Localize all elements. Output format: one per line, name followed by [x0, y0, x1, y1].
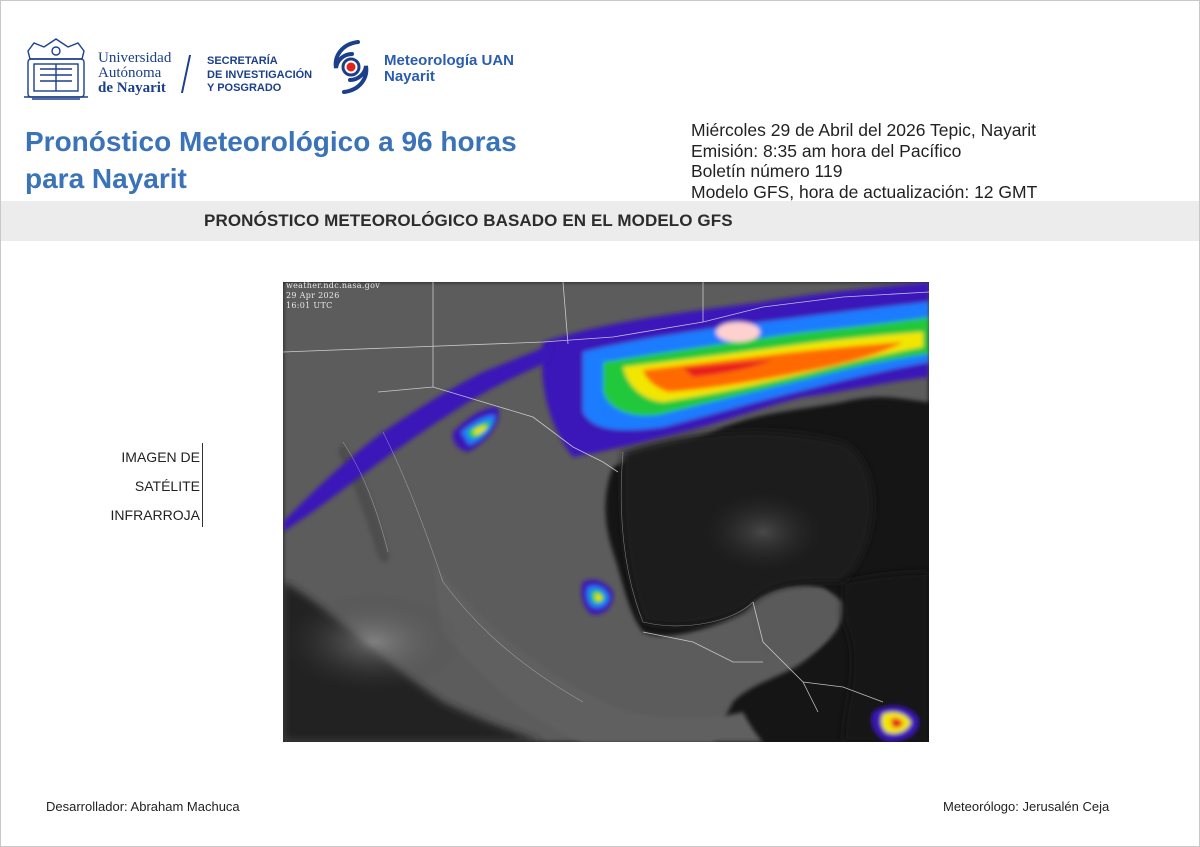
- secretaria-name: [207, 55, 312, 96]
- bulletin-number: Boletín número 119: [691, 161, 843, 181]
- page-title: [25, 123, 645, 197]
- university-name: [98, 51, 171, 96]
- secretaria-line-3: Y POSGRADO: [207, 82, 282, 94]
- title-line-1: Pronóstico Meteorológico a 96 horas: [25, 126, 517, 157]
- meteorologia-name: [384, 53, 514, 85]
- university-line-2: Autónoma: [98, 65, 162, 81]
- bulletin-info: [691, 120, 1037, 202]
- satellite-source: weather.ndc.nasa.gov: [286, 282, 381, 290]
- bulletin-model: Modelo GFS, hora de actualización: 12 GMT: [691, 181, 1038, 202]
- cloud-wisp: [703, 492, 823, 572]
- image-label-line-1: IMAGEN DE: [121, 449, 200, 465]
- image-label-rule: [202, 443, 203, 527]
- developer-credit: Desarrollador: Abraham Machuca: [46, 799, 240, 814]
- university-line-3: de Nayarit: [98, 80, 166, 96]
- image-label: [104, 443, 200, 530]
- meteorologia-line-2: Nayarit: [384, 68, 435, 85]
- satellite-timestamp: [286, 282, 380, 311]
- satellite-date: 29 Apr 2026: [286, 291, 340, 300]
- hurricane-icon: [328, 36, 374, 98]
- image-label-line-3: INFRARROJA: [110, 507, 200, 523]
- secretaria-line-1: SECRETARÍA: [207, 55, 278, 67]
- meteorologist-credit: Meteorólogo: Jerusalén Ceja: [943, 799, 1110, 814]
- secretaria-line-2: DE INVESTIGACIÓN: [207, 68, 313, 81]
- satellite-infrared-image: [283, 282, 929, 742]
- section-heading: PRONÓSTICO METEOROLÓGICO BASADO EN EL MODELO GFS: [204, 211, 733, 230]
- university-seal-logo: [20, 33, 92, 103]
- title-line-2: para Nayarit: [25, 163, 187, 194]
- cloud-wisp: [283, 592, 463, 692]
- meteorologia-line-1: Meteorología UAN: [384, 52, 515, 69]
- satellite-time: 16:01 UTC: [286, 301, 333, 310]
- university-line-1: Universidad: [98, 50, 172, 66]
- satellite-map: [283, 282, 929, 742]
- image-label-line-2: SATÉLITE: [134, 478, 200, 494]
- bulletin-emission: Emisión: 8:35 am hora del Pacífico: [691, 140, 962, 161]
- bulletin-date-place: Miércoles 29 de Abril del 2026 Tepic, Nayarit: [691, 120, 1037, 140]
